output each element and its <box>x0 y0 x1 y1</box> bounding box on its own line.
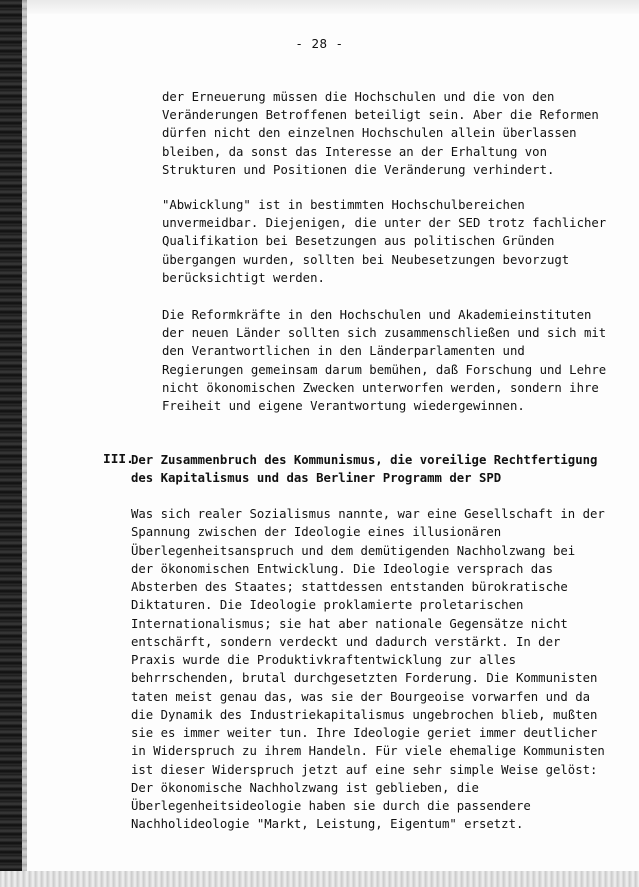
text-line: die Dynamik des Industriekapitalismus ungebrochen blieb, mußten <box>131 707 598 722</box>
text-line: berücksichtigt werden. <box>162 270 325 285</box>
text-line: Qualifikation bei Besetzungen aus politischen Gründen <box>162 234 555 249</box>
text-line: "Abwicklung" ist in bestimmten Hochschulbereichen <box>162 198 525 212</box>
scan-left-shadow <box>22 0 27 887</box>
text-line: bleiben, da sonst das Interesse an der Erhaltung von <box>162 144 547 159</box>
heading-line: des Kapitalismus und das Berliner Programm der SPD <box>131 471 502 486</box>
section-paragraph <box>131 505 605 834</box>
text-line: Regierungen gemeinsam darum bemühen, daß Forschung und Lehre <box>162 362 607 377</box>
scan-bottom-edge <box>0 871 639 887</box>
text-line: übergangen wurden, sollten bei Neubesetzungen bevorzugt <box>162 252 570 267</box>
text-line: Strukturen und Positionen die Veränderung verhindert. <box>162 162 555 177</box>
text-line: Überlegenheitsanspruch und dem demütigenden Nachholzwang bei <box>131 543 576 558</box>
text-line: Freiheit und eigene Verantwortung wiedergewinnen. <box>162 399 525 414</box>
paragraph-1 <box>162 88 599 179</box>
text-line: Was sich realer Sozialismus nannte, war eine Gesellschaft in der <box>131 507 605 521</box>
text-line: Überlegenheitsideologie haben sie durch die passendere <box>131 799 531 813</box>
text-line: dürfen nicht den einzelnen Hochschulen allein überlassen <box>162 126 577 141</box>
text-line: entschärft, sondern verdeckt und dadurch verstärkt. In der <box>131 634 561 649</box>
text-line: sie es immer weiter tun. Ihre Ideologie geriet immer deutlicher <box>131 726 598 740</box>
text-line: Die Reformkräfte in den Hochschulen und Akademieinstituten <box>162 308 592 322</box>
section-number: III. <box>103 452 134 467</box>
text-line: taten meist genau das, was sie der Bourgeoise vorwarfen und da <box>131 689 591 704</box>
text-line: den Verantwortlichen in den Länderparlamenten und <box>162 344 525 359</box>
text-line: Diktaturen. Die Ideologie proklamierte proletarischen <box>131 598 524 613</box>
scan-left-edge <box>0 0 22 887</box>
scan-top-edge <box>0 0 639 14</box>
text-line: Veränderungen Betroffenen beteiligt sein. Aber die Reformen <box>162 108 599 123</box>
text-line: der Erneuerung müssen die Hochschulen und die von den <box>162 90 555 104</box>
text-line: Der ökonomische Nachholzwang ist geblieben, die <box>131 780 479 795</box>
text-line: behrrschenden, brutal durchgesetzten Forderung. Die Kommunisten <box>131 671 598 686</box>
text-line: der neuen Länder sollten sich zusammenschließen und sich mit <box>162 326 607 341</box>
text-line: der ökonomischen Entwicklung. Die Ideologie versprach das <box>131 561 553 576</box>
heading-line: Der Zusammenbruch des Kommunismus, die voreilige Rechtfertigung <box>131 453 598 467</box>
text-line: in Widerspruch zu ihrem Handeln. Für viele ehemalige Kommunisten <box>131 744 605 759</box>
paragraph-2 <box>162 196 606 287</box>
text-line: ist dieser Widerspruch jetzt auf eine sehr simple Weise gelöst: <box>131 762 598 777</box>
section-heading <box>131 451 597 487</box>
text-line: Nachholideologie "Markt, Leistung, Eigentum" ersetzt. <box>131 817 524 832</box>
page-number: - 28 - <box>295 36 344 51</box>
text-line: Internationalismus; sie hat aber nationale Gegensätze nicht <box>131 616 568 631</box>
text-line: Praxis wurde die Produktivkraftentwicklung zur alles <box>131 653 516 667</box>
text-line: nicht ökonomischen Zwecken unterworfen werden, sondern ihre <box>162 380 599 395</box>
text-line: Spannung zwischen der Ideologie eines illusionären <box>131 525 502 540</box>
paragraph-3 <box>162 306 606 415</box>
text-line: Absterben des Staates; stattdessen entstanden bürokratische <box>131 580 568 594</box>
text-line: unvermeidbar. Diejenigen, die unter der SED trotz fachlicher <box>162 216 607 231</box>
